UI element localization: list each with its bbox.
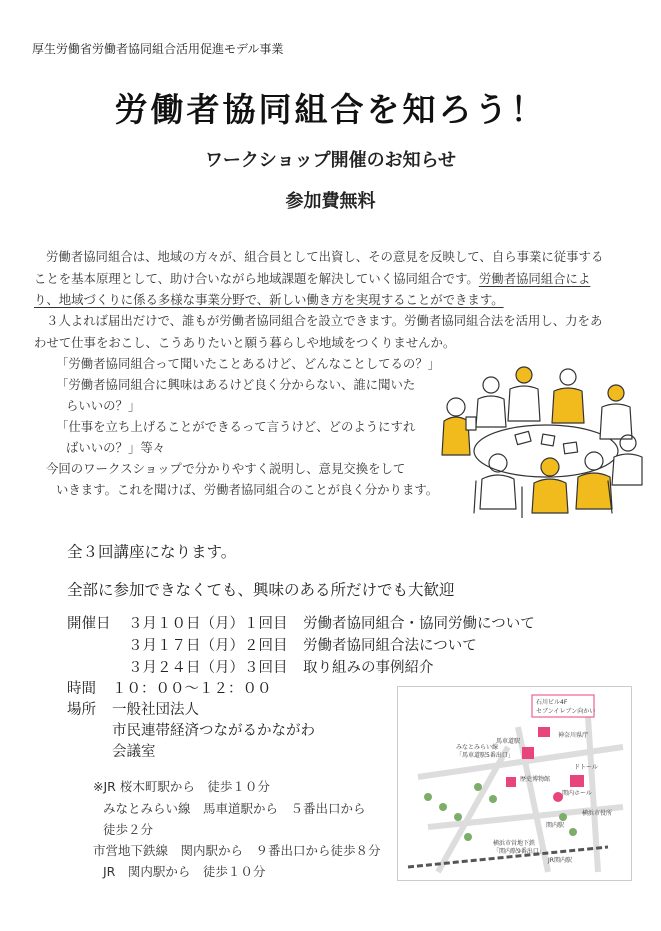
session-2-date: ３月１７日（月）２回目 [128, 638, 288, 654]
session-2-topic: 労働者協同組合法について [303, 638, 477, 654]
session-3-topic: 取り組みの事例紹介 [303, 660, 434, 676]
map-label-building-sub: セブンイレブン向かい [536, 708, 596, 715]
access-map [397, 686, 632, 881]
intro-line-2-text: ことを基本原理として、助け合いながら地域課題を解決していく協同組合です。 [34, 271, 479, 286]
map-label-kannai-hall: 関内ホール [562, 790, 592, 797]
access-line-5: JR 関内駅から 徒歩１０分 [103, 864, 266, 879]
map-label-kannai: 関内駅 [546, 822, 565, 829]
quote-2b: らいいの？」 [66, 398, 141, 413]
fee-notice: 参加費無料 [285, 191, 376, 212]
place-line-1: 一般社団法人 [112, 702, 199, 718]
quote-3b: ばいいの？」等々 [66, 440, 166, 455]
intro-line-3: り、地域づくりに係る多様な事業分野で、新しい働き方を実現することができます。 [34, 292, 504, 307]
session-3-date: ３月２４日（月）３回目 [128, 660, 288, 676]
intro-line-1: 労働者協同組合は、地域の方々が、組合員として出資し、その意見を反映して、自ら事業に従事する [46, 249, 604, 264]
session-1-date: ３月１０日（月）１回目 [128, 616, 288, 632]
map-label-kanagawa: 神奈川県庁 [558, 732, 589, 739]
intro-line-2 [34, 269, 590, 287]
quote-1: 「労働者協同組合って聞いたことあるけど、どんなことしてるの？」 [56, 356, 441, 371]
welcome-message: 全部に参加できなくても、興味のある所だけでも大歓迎 [67, 581, 455, 599]
access-line-4: 市営地下鉄線 関内駅から ９番出口から徒歩８分 [93, 843, 381, 858]
quote-3a: 「仕事を立ち上げることができるって言うけど、どのようにすれ [56, 419, 416, 434]
map-label-bashamichi: 馬車道駅 [496, 738, 521, 745]
time-label: 時間 [67, 681, 96, 697]
map-label-jr: JR関内駅 [548, 857, 572, 864]
closing-line-1: 今回のワークスショップで分かりやすく説明し、意見交換をして [46, 461, 406, 476]
quote-2a: 「労働者協同組合に興味はあるけど良く分からない、誰に聞いた [56, 377, 416, 392]
map-label-subway: 横浜市営地下鉄 [493, 840, 536, 847]
map-label-subway-exit: 「関内駅9番出口」 [493, 848, 545, 855]
closing-line-2: いきます。これを聞けば、労働者協同組合のことが良く分かります。 [56, 482, 439, 497]
map-label-bashamichi-exit: 「馬車道駅5番出口」 [456, 752, 514, 759]
access-line-3: 徒歩２分 [103, 822, 154, 837]
intro-line-4: ３人よれば届出だけで、誰もが労働者協同組合を設立できます。労働者協同組合法を活用し、力をあ [46, 313, 603, 328]
map-label-building: 石川ビル4F [536, 699, 568, 706]
page-title: 労働者協同組合を知ろう！ [114, 90, 547, 129]
access-line-2: みなとみらい線 馬車道駅から ５番出口から [103, 801, 366, 816]
intro-line-5: わせて仕事をおこし、こうありたいと願う暮らしや地域をつくりませんか。 [34, 335, 456, 350]
time-value: １０：００～１２：００ [112, 681, 272, 697]
map-label-minatomirai: みなとみらい線 [456, 744, 499, 751]
place-line-3: 会議室 [112, 744, 156, 760]
intro-line-2-underlined: 労働者協同組合によ [478, 271, 591, 286]
access-line-1: ※JR 桜木町駅から 徒歩１０分 [93, 779, 270, 794]
map-label-dotour: ドトール [574, 764, 598, 771]
place-label: 場所 [67, 702, 96, 718]
header-note: 厚生労働省労働者協同組合活用促進モデル事業 [32, 42, 284, 56]
map-label-city-office: 横浜市役所 [582, 810, 613, 817]
workshop-illustration [438, 363, 643, 518]
session-1-topic: 労働者協同組合・協同労働について [303, 616, 535, 632]
place-line-2: 市民連帯経済つながるかながわ [112, 723, 315, 739]
subtitle: ワークショップ開催のお知らせ [204, 150, 457, 171]
schedule-label: 開催日 [67, 616, 111, 632]
courses-total: 全３回講座になります。 [67, 543, 237, 561]
map-label-history: 歴史博物館 [520, 776, 551, 783]
